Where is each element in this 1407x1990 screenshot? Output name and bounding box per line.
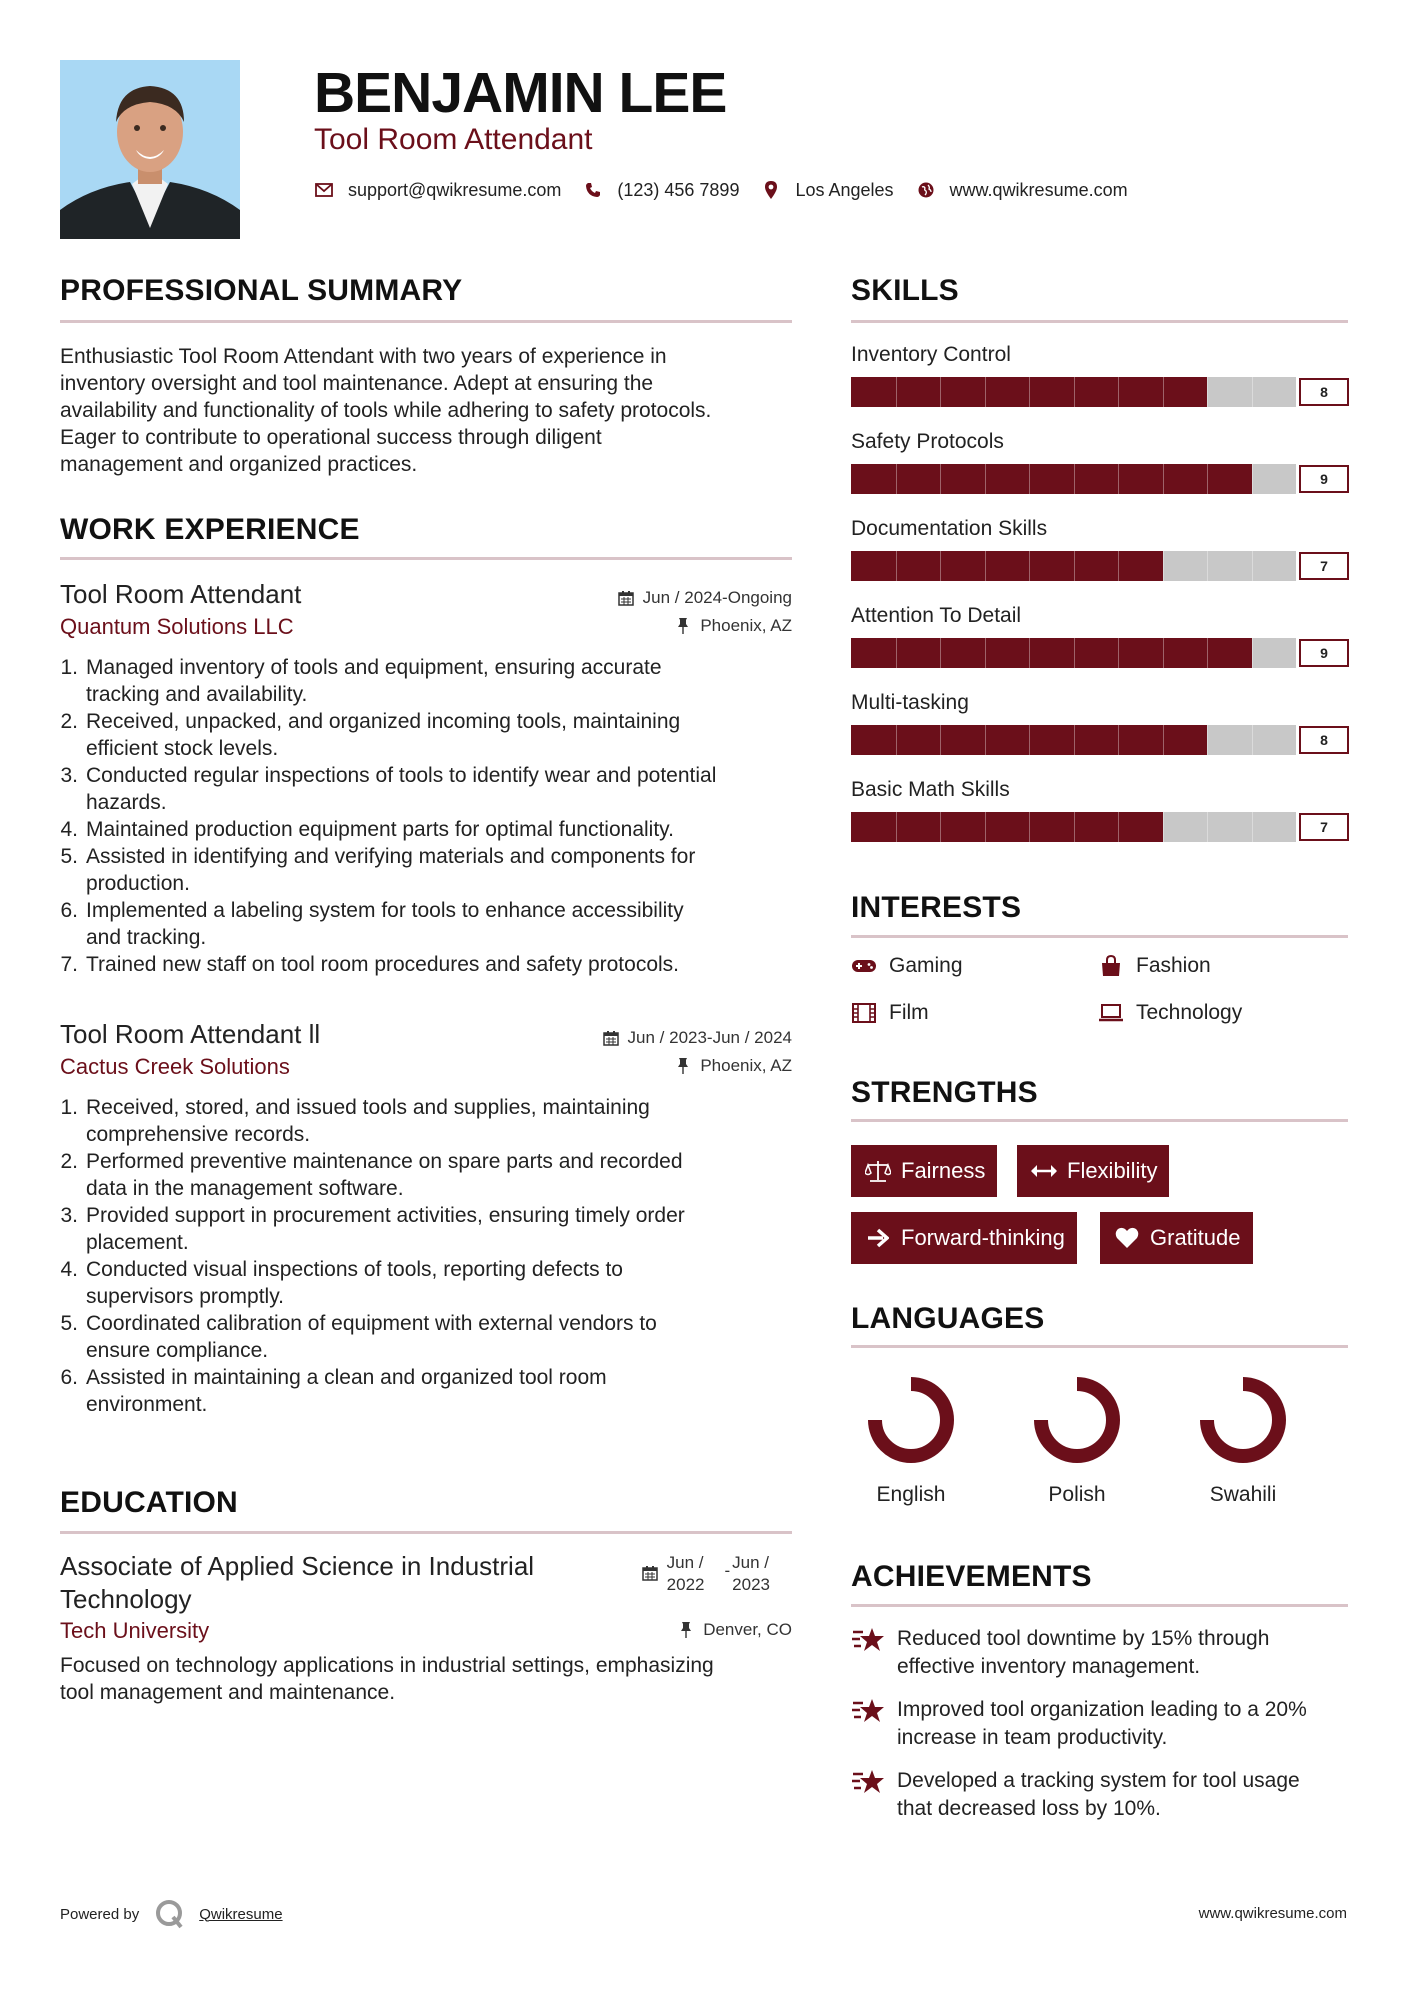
skill-fill — [851, 551, 1163, 581]
skill-segment-divider — [1163, 725, 1164, 755]
arrow-right-icon — [865, 1226, 891, 1250]
skill-meter — [851, 638, 1348, 668]
skill-segment-divider — [940, 377, 941, 407]
summary-line: availability and functionality of tools while adhering to safety protocols. — [60, 399, 712, 422]
skill-segment-divider — [1118, 464, 1119, 494]
skill-name: Documentation Skills — [851, 517, 1048, 540]
list-item: 3. Provided support in procurement activities, ensuring timely order placement. — [60, 1204, 685, 1254]
list-item: 2. Performed preventive maintenance on spare parts and recorded data in the management software. — [60, 1150, 683, 1200]
skill-meter — [851, 551, 1348, 581]
pushpin-icon — [674, 1057, 692, 1075]
education-heading: EDUCATION — [60, 1486, 238, 1519]
job-role: Tool Room Attendant — [60, 579, 302, 609]
list-item: 6. Assisted in maintaining a clean and organized tool room environment. — [60, 1366, 607, 1416]
language-name: Swahili — [1209, 1483, 1277, 1506]
job-duties — [60, 654, 792, 978]
skill-segment-divider — [985, 638, 986, 668]
skill-segment-divider — [1118, 725, 1119, 755]
language-name: Polish — [1048, 1483, 1106, 1506]
skill-segment-divider — [1207, 812, 1208, 842]
list-item: 7. Trained new staff on tool room procedures and safety protocols. — [60, 953, 679, 976]
list-item: 1. Managed inventory of tools and equipment, ensuring accurate tracking and availability. — [60, 656, 662, 706]
language-item — [1183, 1370, 1303, 1507]
skill-meter — [851, 377, 1348, 407]
list-item: 4. Maintained production equipment parts for optimal functionality. — [60, 818, 674, 841]
experience-heading: WORK EXPERIENCE — [60, 513, 360, 546]
language-gauge — [861, 1370, 961, 1470]
summary-heading: PROFESSIONAL SUMMARY — [60, 274, 463, 307]
shooting-star-icon — [851, 1625, 887, 1655]
skill-segment-divider — [985, 377, 986, 407]
skill-segment-divider — [1207, 464, 1208, 494]
shopping-bag-icon — [1098, 955, 1124, 977]
language-arc — [1041, 1384, 1113, 1456]
job-company: Cactus Creek Solutions — [60, 1054, 290, 1079]
languages-divider — [851, 1345, 1348, 1348]
skill-segment-divider — [1252, 812, 1253, 842]
skill-score: 8 — [1299, 378, 1349, 406]
profile-photo — [60, 60, 240, 239]
interests-heading: INTERESTS — [851, 891, 1022, 924]
summary-divider — [60, 320, 792, 323]
skill-segment-divider — [1074, 464, 1075, 494]
skill-segment-divider — [896, 812, 897, 842]
arrows-horizontal-icon — [1031, 1159, 1057, 1183]
strengths-divider — [851, 1119, 1348, 1122]
candidate-title: Tool Room Attendant — [314, 123, 593, 156]
achievement-item: Developed a tracking system for tool usage that decreased loss by 10%. — [851, 1767, 1300, 1823]
skill-fill — [851, 464, 1252, 494]
strength-chip: Fairness — [851, 1145, 997, 1197]
skill-track — [851, 464, 1296, 494]
skill-segment-divider — [1029, 464, 1030, 494]
envelope-icon — [314, 180, 334, 200]
list-item: 3. Conducted regular inspections of tools to identify wear and potential hazards. — [60, 764, 717, 814]
skill-meter — [851, 464, 1348, 494]
language-item — [851, 1370, 971, 1507]
calendar-icon — [617, 589, 635, 607]
skill-segment-divider — [940, 725, 941, 755]
skill-segment-divider — [1118, 812, 1119, 842]
skill-segment-divider — [1074, 812, 1075, 842]
strength-chip: Gratitude — [1100, 1212, 1253, 1264]
skill-segment-divider — [1163, 638, 1164, 668]
skill-track — [851, 638, 1296, 668]
qwikresume-logo-icon — [153, 1897, 187, 1931]
school-location: Denver, CO — [703, 1620, 792, 1639]
skill-track — [851, 812, 1296, 842]
skill-item — [851, 602, 1348, 689]
job-dates: Jun / 2023-Jun / 2024 — [627, 1028, 792, 1047]
interest-item: Film — [851, 1001, 929, 1025]
skill-segment-divider — [1252, 725, 1253, 755]
skill-segment-divider — [985, 551, 986, 581]
skill-segment-divider — [1029, 551, 1030, 581]
strength-chip: Forward-thinking — [851, 1212, 1077, 1264]
language-name: English — [876, 1483, 946, 1506]
film-icon — [851, 1002, 877, 1024]
pushpin-icon — [674, 617, 692, 635]
job-role: Tool Room Attendant ll — [60, 1019, 321, 1049]
skill-segment-divider — [1029, 812, 1030, 842]
skill-track — [851, 725, 1296, 755]
skill-track — [851, 551, 1296, 581]
languages-heading: LANGUAGES — [851, 1302, 1045, 1335]
contact-phone[interactable]: (123) 456 7899 — [617, 179, 740, 200]
skill-segment-divider — [1207, 638, 1208, 668]
interests-divider — [851, 935, 1348, 938]
summary-line: management and organized practices. — [60, 453, 418, 476]
skill-item — [851, 515, 1348, 602]
skill-name: Attention To Detail — [851, 604, 1022, 627]
contact-email[interactable]: support@qwikresume.com — [348, 179, 562, 200]
strength-chip: Flexibility — [1017, 1145, 1169, 1197]
skill-name: Basic Math Skills — [851, 778, 1010, 801]
skill-score: 7 — [1299, 552, 1349, 580]
gamepad-icon — [851, 955, 877, 977]
skill-item — [851, 428, 1348, 515]
balance-scale-icon — [865, 1159, 891, 1183]
skill-segment-divider — [1163, 812, 1164, 842]
map-pin-icon — [761, 180, 781, 200]
skills-heading: SKILLS — [851, 274, 959, 307]
skill-item — [851, 689, 1348, 776]
skill-score: 9 — [1299, 639, 1349, 667]
candidate-name: BENJAMIN LEE — [314, 61, 727, 125]
calendar-icon — [602, 1029, 620, 1047]
portrait-image — [60, 60, 240, 239]
skill-track — [851, 377, 1296, 407]
skill-name: Inventory Control — [851, 343, 1011, 366]
skill-segment-divider — [1118, 551, 1119, 581]
job-dates: Jun / 2024-Ongoing — [642, 588, 792, 607]
skills-list — [851, 341, 1348, 863]
skill-segment-divider — [1252, 464, 1253, 494]
heart-icon — [1114, 1226, 1140, 1250]
skill-segment-divider — [1029, 725, 1030, 755]
skill-segment-divider — [1207, 551, 1208, 581]
language-gauge — [1027, 1370, 1127, 1470]
skill-segment-divider — [1074, 551, 1075, 581]
job-company: Quantum Solutions LLC — [60, 614, 294, 639]
interest-item: Fashion — [1098, 954, 1211, 978]
skill-segment-divider — [940, 638, 941, 668]
skill-score: 8 — [1299, 726, 1349, 754]
footer-site[interactable]: www.qwikresume.com — [1198, 1905, 1347, 1922]
job-entry — [60, 1018, 792, 1418]
skill-segment-divider — [896, 725, 897, 755]
education-description: Focused on technology applications in industrial settings, emphasizing tool management and maintenance. — [60, 1654, 714, 1704]
summary-line: Enthusiastic Tool Room Attendant with two years of experience in — [60, 345, 667, 368]
skill-meter — [851, 725, 1348, 755]
list-item: 4. Conducted visual inspections of tools, reporting defects to supervisors promptly. — [60, 1258, 623, 1308]
skill-segment-divider — [896, 551, 897, 581]
interest-item: Technology — [1098, 1001, 1242, 1025]
skill-segment-divider — [1163, 551, 1164, 581]
language-item — [1017, 1370, 1137, 1507]
list-item: 2. Received, unpacked, and organized incoming tools, maintaining efficient stock levels. — [60, 710, 681, 760]
education-dates: Jun / 2022 - Jun / 2023 — [641, 1552, 792, 1596]
experience-divider — [60, 557, 792, 560]
skill-segment-divider — [1029, 377, 1030, 407]
calendar-icon — [641, 1564, 659, 1582]
job-entry — [60, 578, 792, 978]
skill-segment-divider — [1118, 377, 1119, 407]
achievement-item: Reduced tool downtime by 15% through effective inventory management. — [851, 1625, 1269, 1681]
skill-segment-divider — [1207, 725, 1208, 755]
skill-segment-divider — [940, 812, 941, 842]
list-item: 5. Coordinated calibration of equipment with external vendors to ensure compliance. — [60, 1312, 657, 1362]
skill-segment-divider — [1074, 725, 1075, 755]
phone-icon — [583, 180, 603, 200]
footer-brand-link[interactable]: Qwikresume — [199, 1905, 283, 1923]
skill-segment-divider — [940, 464, 941, 494]
skill-score: 9 — [1299, 465, 1349, 493]
achievement-item: Improved tool organization leading to a 20% increase in team productivity. — [851, 1696, 1307, 1752]
skill-fill — [851, 812, 1163, 842]
shooting-star-icon — [851, 1767, 887, 1797]
skill-segment-divider — [896, 377, 897, 407]
language-arc — [875, 1384, 947, 1456]
skill-segment-divider — [1252, 551, 1253, 581]
pushpin-icon — [677, 1621, 695, 1639]
job-duties — [60, 1094, 792, 1418]
interest-item: Gaming — [851, 954, 963, 978]
skill-segment-divider — [1207, 377, 1208, 407]
achievements-heading: ACHIEVEMENTS — [851, 1560, 1092, 1593]
job-location: Phoenix, AZ — [700, 1056, 792, 1075]
footer-powered-by: Powered by Qwikresume — [60, 1897, 283, 1931]
skill-segment-divider — [1074, 377, 1075, 407]
skill-segment-divider — [896, 638, 897, 668]
skill-segment-divider — [985, 464, 986, 494]
skill-segment-divider — [1074, 638, 1075, 668]
school-name: Tech University — [60, 1618, 210, 1643]
skill-segment-divider — [985, 812, 986, 842]
skill-item — [851, 341, 1348, 428]
skill-item — [851, 776, 1348, 863]
education-divider — [60, 1531, 792, 1534]
laptop-icon — [1098, 1002, 1124, 1024]
skill-fill — [851, 638, 1252, 668]
language-arc — [1207, 1384, 1279, 1456]
skill-segment-divider — [985, 725, 986, 755]
globe-icon — [916, 180, 936, 200]
strengths-heading: STRENGTHS — [851, 1076, 1038, 1109]
summary-line: Eager to contribute to operational success through diligent — [60, 426, 602, 449]
summary-line: inventory oversight and tool maintenance. Adept at ensuring the — [60, 372, 654, 395]
skill-segment-divider — [1252, 377, 1253, 407]
contact-bar — [314, 178, 1150, 202]
skill-segment-divider — [940, 551, 941, 581]
language-gauge — [1193, 1370, 1293, 1470]
skill-segment-divider — [1163, 377, 1164, 407]
skill-segment-divider — [1252, 638, 1253, 668]
skills-divider — [851, 320, 1348, 323]
skill-score: 7 — [1299, 813, 1349, 841]
shooting-star-icon — [851, 1696, 887, 1726]
skill-segment-divider — [896, 464, 897, 494]
list-item: 1. Received, stored, and issued tools and supplies, maintaining comprehensive records. — [60, 1096, 650, 1146]
list-item: 6. Implemented a labeling system for tools to enhance accessibility and tracking. — [60, 899, 684, 949]
skill-segment-divider — [1163, 464, 1164, 494]
list-item: 5. Assisted in identifying and verifying materials and components for production. — [60, 845, 696, 895]
skill-name: Safety Protocols — [851, 430, 1004, 453]
skill-segment-divider — [1118, 638, 1119, 668]
contact-location: Los Angeles — [795, 179, 894, 200]
achievements-divider — [851, 1604, 1348, 1607]
degree-title: Associate of Applied Science in Industrial Technology — [60, 1551, 535, 1614]
job-location: Phoenix, AZ — [700, 616, 792, 635]
skill-segment-divider — [1029, 638, 1030, 668]
skill-meter — [851, 812, 1348, 842]
contact-website[interactable]: www.qwikresume.com — [949, 179, 1128, 200]
skill-name: Multi-tasking — [851, 691, 969, 714]
education-entry — [60, 1550, 792, 1706]
summary-text — [60, 343, 792, 478]
